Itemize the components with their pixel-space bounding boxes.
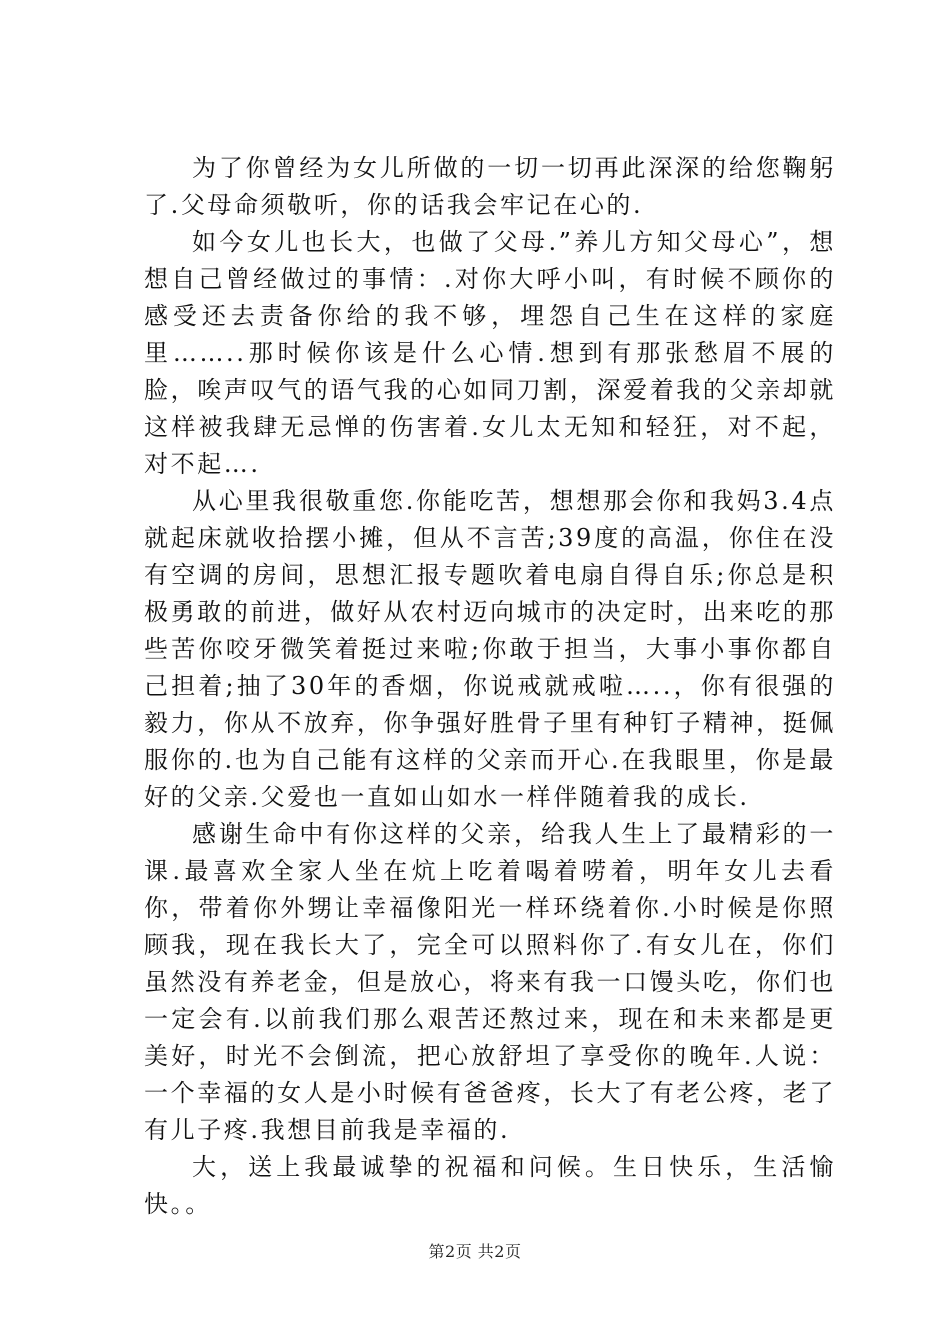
document-body bbox=[144, 150, 836, 1223]
paragraph-2: 如今女儿也长大，也做了父母.”养儿方知父母心”，想想自己曾经做过的事情：.对你大呼小叫，有时候不顾你的感受还去责备你给的我不够，埋怨自己生在这样的家庭里……..那时候你该是什么心情.想到有那张愁眉不展的脸，唉声叹气的语气我的心如同刀割，深爱着我的父亲却就这样被我肆无忌惮的伤害着.女儿太无知和轻狂，对不起，对不起…. bbox=[144, 228, 836, 478]
paragraph-4: 感谢生命中有你这样的父亲，给我人生上了最精彩的一课.最喜欢全家人坐在炕上吃着喝着唠着，明年女儿去看你，带着你外甥让幸福像阳光一样环绕着你.小时候是你照顾我，现在我长大了，完全可以照料你了.有女儿在，你们虽然没有养老金，但是放心，将来有我一口馒头吃，你们也一定会有.以前我们那么艰苦还熬过来，现在和未来都是更美好，时光不会倒流，把心放舒坦了享受你的晚年.人说：一个幸福的女人是小时候有爸爸疼，长大了有老公疼，老了有儿子疼.我想目前我是幸福的. bbox=[144, 820, 836, 1144]
paragraph-3: 从心里我很敬重您.你能吃苦，想想那会你和我妈3.4点就起床就收拾摆小摊，但从不言苦;39度的高温，你住在没有空调的房间，思想汇报专题吹着电扇自得自乐;你总是积极勇敢的前进，做好从农村迈向城市的决定时，出来吃的那些苦你咬牙微笑着挺过来啦;你敢于担当，大事小事你都自己担着;抽了30年的香烟，你说戒就戒啦…..，你有很强的毅力，你从不放弃，你争强好胜骨子里有种钉子精神，挺佩服你的.也为自己能有这样的父亲而开心.在我眼里，你是最好的父亲.父爱也一直如山如水一样伴随着我的成长. bbox=[144, 487, 836, 811]
paragraph-5: 大，送上我最诚挚的祝福和问候。生日快乐，生活愉快。。 bbox=[144, 1153, 836, 1218]
page-number-footer: 第2页 共2页 bbox=[428, 1242, 522, 1261]
paragraph-1: 为了你曾经为女儿所做的一切一切再此深深的给您鞠躬了.父母命须敬听，你的话我会牢记在心的. bbox=[144, 154, 836, 219]
